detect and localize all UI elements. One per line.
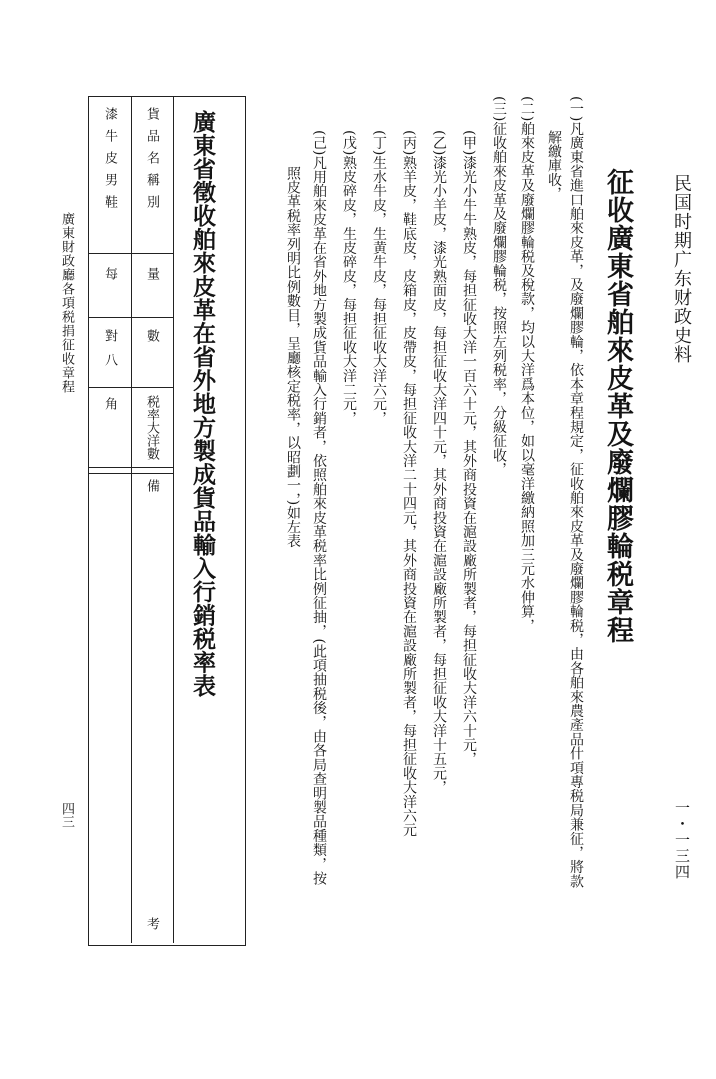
source-page-number: 四三	[59, 802, 74, 828]
regulation-clause: (丁)生水牛皮，生黄牛皮，每担征收大洋六元，	[371, 130, 387, 426]
regulation-clause: (戊)熟皮碎皮，生皮碎皮，每担征收大洋二元，	[341, 130, 357, 426]
regulation-title: 征收廣東省舶來皮革及廢爛膠輪税章程	[602, 168, 633, 644]
table-row-rule	[89, 387, 173, 388]
header-remarks-end: 考	[144, 917, 159, 930]
table-cell-goods: 漆牛皮男鞋	[102, 107, 117, 217]
page-number: 一・一三四	[673, 800, 691, 880]
source-footer: 廣東財政廳各項税捐征收章程	[59, 212, 74, 394]
regulation-clause: 解繳庫收，	[546, 130, 562, 201]
series-title: 民国时期广东财政史料	[671, 174, 692, 364]
regulation-clause: (二)舶來皮革及廢爛膠輪税及稅款，均以大洋爲本位，如以毫洋繳納照加三元水伸算，	[519, 96, 535, 633]
table-divider	[131, 97, 132, 943]
table-row-rule	[89, 317, 173, 318]
table-cell-count: 對	[102, 329, 117, 342]
regulation-clause: (乙)漆光小羊皮，漆光熟面皮，每担征收大洋四十元，其外商投資在滬設廠所製者，每担征收大洋十五元，	[431, 130, 447, 795]
table-cell-rate-unit: 角	[102, 397, 117, 410]
regulation-clause: (一)凡廣東省進口舶來皮革，及廢爛膠輪，依本章程規定，征收舶來皮革及廢爛膠輪税，由各舶來農產品什項專税局兼征，將款	[568, 96, 584, 889]
table-row-rule	[89, 467, 173, 468]
header-quantity-unit: 量	[144, 267, 159, 280]
regulation-clause: (甲)漆光小牛牛熟皮，每担征收大洋一百六十元，其外商投資在滬設廠所製者，每担征收大洋六十元，	[461, 130, 477, 767]
header-rate: 税率大洋數	[144, 395, 159, 460]
rate-table	[88, 96, 246, 946]
regulation-clause: (丙)熟羊皮，鞋底皮，皮箱皮，皮帶皮，每担征收大洋二十四元，其外商投資在滬設廠所製者，每担征收大洋六元	[401, 130, 417, 838]
regulation-clause: 照皮革税率列明比例數目，呈廳核定税率，以昭劃一，)如左表	[285, 166, 301, 549]
header-remarks: 備	[144, 479, 159, 492]
table-divider	[173, 97, 174, 943]
regulation-clause: (己)凡用舶來皮革在省外地方製成貨品輸入行銷者，依照舶來皮革税率比例征抽，(此項抽税後，由各局查明製品種類，按	[311, 130, 327, 886]
header-count: 數	[144, 329, 159, 342]
table-title: 廣東省徵收舶來皮革在省外地方製成貨品輸入行銷税率表	[189, 110, 216, 698]
header-goods-category: 貨品名稱別	[144, 107, 159, 217]
table-row-rule	[89, 473, 173, 474]
table-cell-rate: 八	[102, 353, 117, 366]
table-row-rule	[89, 253, 173, 254]
table-cell-unit: 每	[102, 267, 117, 280]
regulation-clause: (三)征收舶來皮革及廢爛膠輪税，按照左列税率，分級征收，	[491, 96, 507, 477]
